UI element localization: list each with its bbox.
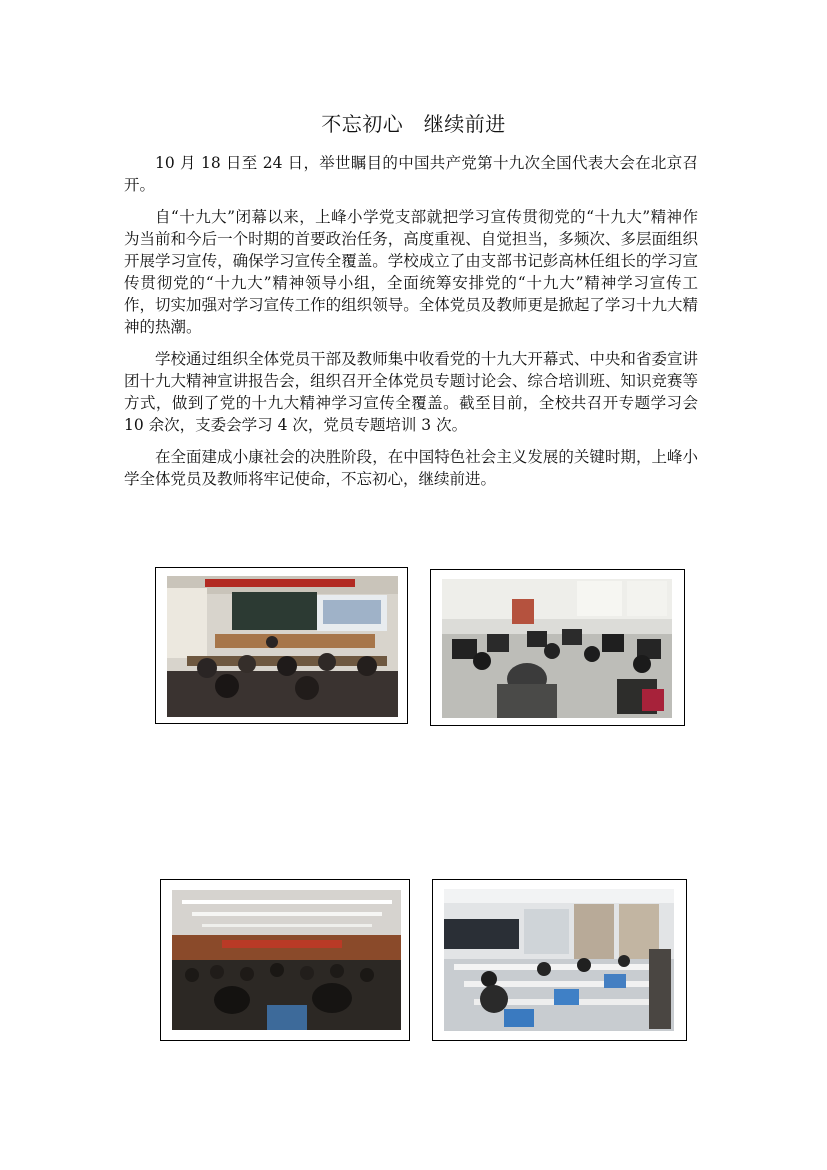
photo-frame-1	[155, 567, 408, 724]
computer-lab-photo	[442, 579, 672, 718]
paragraph-3: 学校通过组织全体党员干部及教师集中收看党的十九大开幕式、中央和省委宣讲团十九大精神宣讲报告会，组织召开全体党员专题讨论会、综合培训班、知识竞赛等方式，做到了党的十九大精神学习宣传全覆盖。截至目前，全校共召开专题学习会 10 余次，支委会学习 4 次，党员专题培训 3 次。	[124, 350, 698, 434]
meeting-room-photo	[167, 576, 398, 717]
paragraph-4: 在全面建成小康社会的决胜阶段，在中国特色社会主义发展的关键时期，上峰小学全体党员及教师将牢记使命，不忘初心，继续前进。	[124, 448, 698, 488]
paragraph-1: 10 月 18 日至 24 日，举世瞩目的中国共产党第十九次全国代表大会在北京召开。	[124, 154, 698, 194]
photo-frame-4	[432, 879, 687, 1041]
classroom-photo	[444, 889, 674, 1031]
document-title: 不忘初心 继续前进	[321, 112, 506, 136]
photo-frame-2	[430, 569, 685, 726]
photo-frame-3	[160, 879, 410, 1041]
auditorium-photo	[172, 890, 401, 1030]
paragraph-2: 自“十九大”闭幕以来，上峰小学党支部就把学习宣传贯彻党的“十九大”精神作为当前和今后一个时期的首要政治任务，高度重视、自觉担当，多频次、多层面组织开展学习宣传，确保学习宣传全覆盖。学校成立了由支部书记彭高林任组长的学习宣传贯彻党的“十九大”精神领导小组，全面统筹安排党的“十九大”精神学习宣传工作，切实加强对学习宣传工作的组织领导。全体党员及教师更是掀起了学习十九大精神的热潮。	[124, 208, 698, 336]
document-body	[124, 152, 698, 500]
